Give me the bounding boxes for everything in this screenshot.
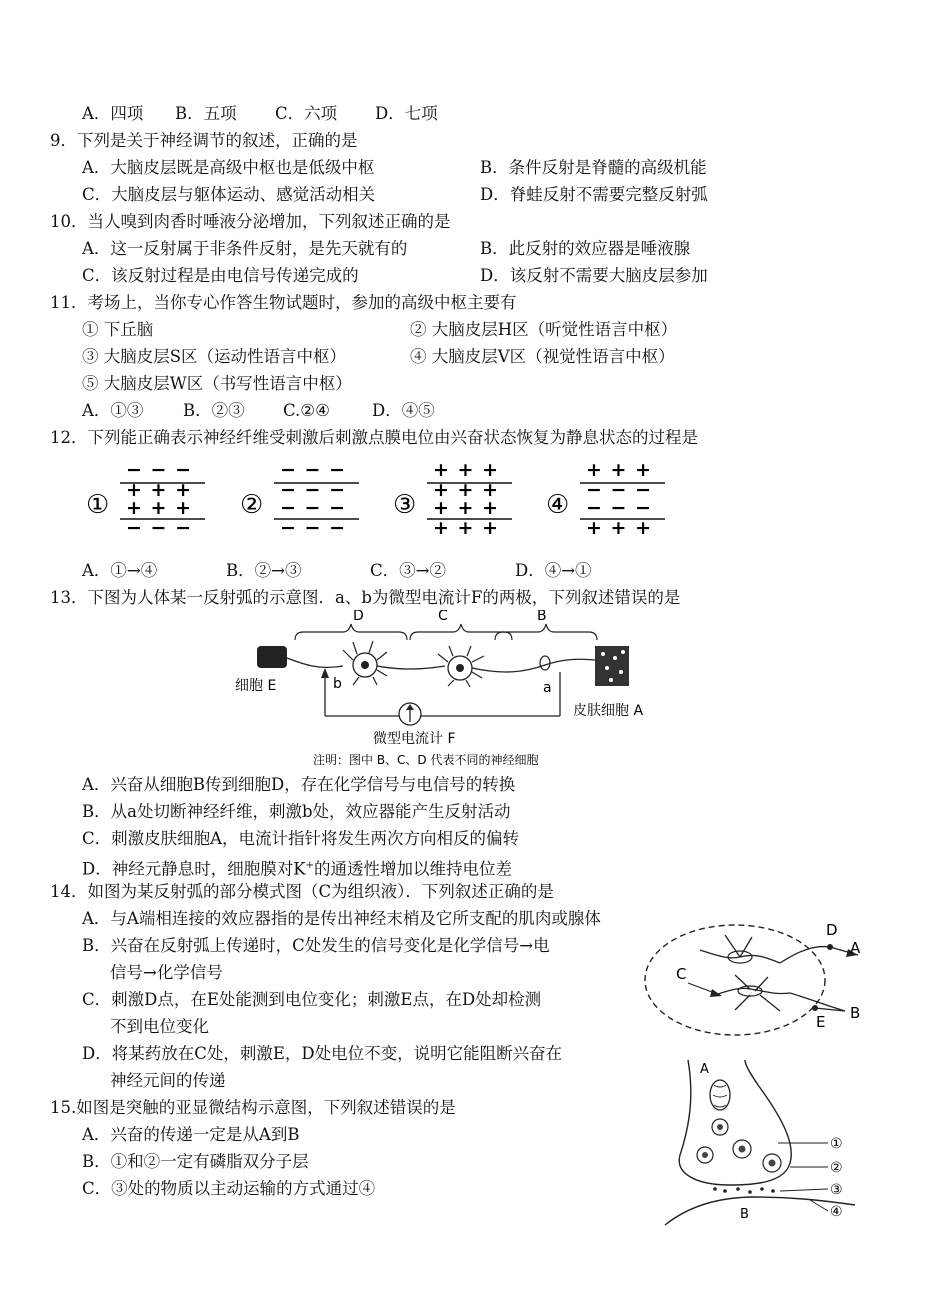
q11-option-a: A．①③ bbox=[82, 401, 144, 420]
diagram-2-row-2: − − − bbox=[280, 479, 346, 501]
q14-option-c-cont: 不到电位变化 bbox=[110, 1017, 209, 1036]
q13-option-d-sup: + bbox=[305, 860, 314, 871]
q12-option-a: A．①→④ bbox=[82, 561, 158, 580]
q15-option-a: A．兴奋的传递一定是从A到B bbox=[82, 1125, 300, 1144]
q10-option-a: A．这一反射属于非条件反射，是先天就有的 bbox=[82, 239, 408, 258]
diagram-3-row-2: + + + bbox=[433, 479, 499, 501]
q12-option-b: B．②→③ bbox=[226, 561, 302, 580]
q13-option-a: A．兴奋从细胞B传到细胞D，存在化学信号与电信号的转换 bbox=[82, 775, 516, 794]
label-b: b bbox=[333, 676, 342, 692]
q10-option-d: D．该反射不需要大脑皮层参加 bbox=[480, 266, 708, 285]
membrane-diagram-1 bbox=[86, 459, 205, 539]
q8-option-a: A．四项 bbox=[82, 104, 144, 123]
q11-item-1: ① 下丘脑 bbox=[82, 320, 154, 339]
neuron-d bbox=[343, 641, 387, 685]
diagram-4-label: ④ bbox=[546, 490, 570, 520]
label-C: C bbox=[438, 610, 448, 624]
q9-option-a: A．大脑皮层既是高级中枢也是低级中枢 bbox=[82, 158, 375, 177]
q11-item-3: ③ 大脑皮层S区（运动性语言中枢） bbox=[82, 347, 347, 366]
q14-option-d: D．将某药放在C处，刺激E，D处电位不变，说明它能阻断兴奋在 bbox=[82, 1044, 563, 1063]
q14-option-b: B．兴奋在反射弧上传递时，C处发生的信号变化是化学信号→电 bbox=[82, 936, 550, 955]
q11-item-2: ② 大脑皮层H区（听觉性语言中枢） bbox=[410, 320, 678, 339]
q14-option-d-cont: 神经元间的传递 bbox=[110, 1071, 226, 1090]
diagram-1-row-2: + + + bbox=[126, 479, 192, 501]
label-cell-e: 细胞 E bbox=[235, 678, 277, 694]
q12-option-c: C．③→② bbox=[370, 561, 446, 580]
q12-option-d: D．④→① bbox=[515, 561, 592, 580]
fig14-label-e: E bbox=[816, 1013, 826, 1031]
q13-option-d-post: 的通透性增加以维持电位差 bbox=[313, 859, 512, 879]
q14-option-a: A．与A端相连接的效应器指的是传出神经末梢及它所支配的肌肉或腺体 bbox=[82, 909, 601, 928]
q13-option-c: C．刺激皮肤细胞A，电流计指针将发生两次方向相反的偏转 bbox=[82, 829, 520, 848]
fig14-label-c: C bbox=[676, 965, 687, 983]
q8-option-d: D．七项 bbox=[375, 104, 438, 123]
q10-option-b: B．此反射的效应器是唾液腺 bbox=[480, 239, 691, 258]
diagram-1-label: ① bbox=[86, 490, 110, 520]
q11-option-b: B．②③ bbox=[183, 401, 245, 420]
fig14-label-a: A bbox=[850, 939, 861, 957]
label-B: B bbox=[537, 610, 547, 624]
q11-item-5: ⑤ 大脑皮层W区（书写性语言中枢） bbox=[82, 374, 352, 393]
label-D: D bbox=[353, 610, 364, 624]
diagram-4-row-1: + + + bbox=[586, 459, 652, 481]
fig15-label-b: B bbox=[740, 1207, 749, 1222]
diagram-3-row-3: + + + bbox=[433, 497, 499, 519]
label-meter-f: 微型电流计 F bbox=[373, 731, 456, 747]
cell-e-shape bbox=[257, 646, 287, 668]
figure-note: 注明：图中 B、C、D 代表不同的神经细胞 bbox=[313, 753, 539, 767]
diagram-2-row-1: − − − bbox=[280, 459, 346, 481]
q15-synapse-figure bbox=[660, 1055, 860, 1230]
fig15-label-a: A bbox=[700, 1062, 709, 1077]
diagram-3-row-1: + + + bbox=[433, 459, 499, 481]
q14-option-b-cont: 信号→化学信号 bbox=[110, 963, 223, 982]
diagram-1-row-1: − − − bbox=[126, 459, 192, 481]
diagram-4-row-4: + + + bbox=[586, 517, 652, 539]
q8-option-b: B．五项 bbox=[175, 104, 237, 123]
diagram-3-label: ③ bbox=[393, 490, 417, 520]
diagram-4-row-3: − − − bbox=[586, 497, 652, 519]
label-a: a bbox=[543, 680, 552, 696]
membrane-diagram-2 bbox=[240, 459, 359, 539]
fig15-label-3: ③ bbox=[830, 1182, 843, 1198]
diagram-4-row-2: − − − bbox=[586, 479, 652, 501]
fig14-label-d: D bbox=[826, 921, 838, 939]
q9-option-c: C．大脑皮层与躯体运动、感觉活动相关 bbox=[82, 185, 376, 204]
membrane-diagram-4 bbox=[546, 459, 665, 539]
diagram-1-row-4: − − − bbox=[126, 517, 192, 539]
q15-option-c: C．③处的物质以主动运输的方式通过④ bbox=[82, 1179, 376, 1198]
fig15-label-2: ② bbox=[830, 1160, 843, 1176]
diagram-2-row-3: − − − bbox=[280, 497, 346, 519]
fig15-label-1: ① bbox=[830, 1136, 843, 1152]
diagram-2-row-4: − − − bbox=[280, 517, 346, 539]
diagram-1-row-3: + + + bbox=[126, 497, 192, 519]
q14-option-c: C．刺激D点，在E处能测到电位变化；刺激E点，在D处却检测 bbox=[82, 990, 542, 1009]
q15-option-b: B．①和②一定有磷脂双分子层 bbox=[82, 1152, 309, 1171]
q10-option-c: C．该反射过程是由电信号传递完成的 bbox=[82, 266, 359, 285]
q11-item-4: ④ 大脑皮层V区（视觉性语言中枢） bbox=[410, 347, 675, 366]
membrane-diagram-3 bbox=[393, 459, 512, 539]
q14-stem: 14．如图为某反射弧的部分模式图（C为组织液）．下列叙述正确的是 bbox=[50, 882, 554, 901]
label-skin-cell-a: 皮肤细胞 A bbox=[573, 703, 644, 719]
q13-option-d bbox=[82, 855, 512, 881]
fig15-label-4: ④ bbox=[830, 1204, 843, 1220]
q8-option-c: C．六项 bbox=[275, 104, 338, 123]
q11-stem: 11．考场上，当你专心作答生物试题时，参加的高级中枢主要有 bbox=[50, 293, 517, 312]
q9-option-d: D．脊蛙反射不需要完整反射弧 bbox=[480, 185, 708, 204]
q11-option-c: C.②④ bbox=[283, 401, 330, 420]
fig14-label-b: B bbox=[850, 1004, 861, 1022]
q9-stem: 9．下列是关于神经调节的叙述，正确的是 bbox=[50, 131, 358, 150]
q12-stem: 12．下列能正确表示神经纤维受刺激后刺激点膜电位由兴奋状态恢复为静息状态的过程是 bbox=[50, 428, 698, 447]
q10-stem: 10．当人嗅到肉香时唾液分泌增加，下列叙述正确的是 bbox=[50, 212, 451, 231]
q9-option-b: B．条件反射是脊髓的高级机能 bbox=[480, 158, 707, 177]
diagram-3-row-4: + + + bbox=[433, 517, 499, 539]
q13-option-d-pre: D．神经元静息时，细胞膜对K bbox=[82, 859, 306, 879]
q13-stem: 13．下图为人体某一反射弧的示意图．a、b为微型电流计F的两极，下列叙述错误的是 bbox=[50, 588, 681, 607]
q11-option-d: D．④⑤ bbox=[372, 401, 435, 420]
q14-reflex-arc-part-figure bbox=[640, 915, 890, 1045]
q12-membrane-diagrams bbox=[80, 458, 680, 548]
q13-option-b: B．从a处切断神经纤维，刺激b处，效应器能产生反射活动 bbox=[82, 802, 511, 821]
q13-reflex-arc-figure bbox=[225, 610, 675, 770]
q15-stem: 15.如图是突触的亚显微结构示意图，下列叙述错误的是 bbox=[50, 1098, 456, 1117]
diagram-2-label: ② bbox=[240, 490, 264, 520]
